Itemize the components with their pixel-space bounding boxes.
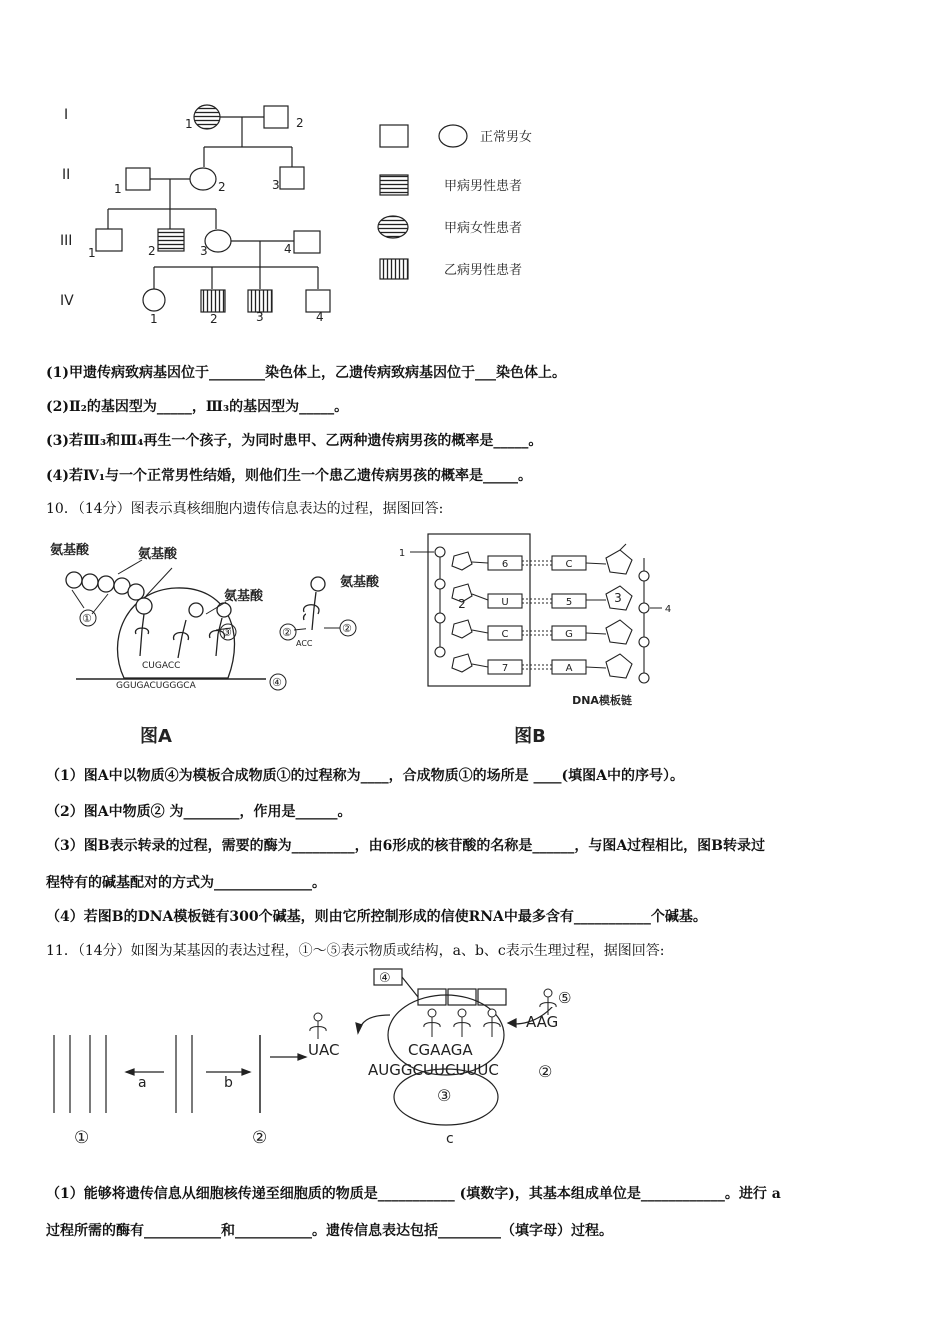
caption-A: 图A: [140, 726, 172, 747]
q10-part3b: 程特有的碱基配对的方式为______________。: [46, 875, 326, 891]
svg-text:氨基酸: 氨基酸: [138, 547, 178, 562]
svg-text:⑤: ⑤: [558, 989, 572, 1007]
q10-part1: （1）图A中以物质④为模板合成物质①的过程称为____，合成物质①的场所是 ____(填图A中的序号）。: [46, 768, 684, 784]
figure-A-free-trna: [290, 568, 400, 658]
svg-text:4: 4: [664, 604, 672, 615]
svg-text:AAG: AAG: [526, 1013, 559, 1031]
I1-affected-female: [194, 105, 220, 129]
svg-text:①: ①: [82, 612, 92, 625]
svg-text:4: 4: [316, 310, 324, 324]
generation-labels: [60, 107, 74, 309]
svg-text:7: 7: [501, 663, 509, 674]
svg-text:3: 3: [256, 310, 264, 324]
q11-part1b: 过程所需的酶有___________和___________。遗传信息表达包括_________（填字母）过程。: [46, 1223, 613, 1239]
q10-header: 10．（14分）图表示真核细胞内遗传信息表达的过程，据图回答:: [46, 501, 444, 517]
svg-text:A: A: [565, 663, 573, 674]
svg-text:②: ②: [538, 1062, 553, 1081]
svg-text:氨基酸: 氨基酸: [224, 589, 264, 604]
svg-text:6: 6: [501, 559, 509, 570]
svg-text:3: 3: [614, 591, 622, 605]
pedigree-figure: [46, 95, 566, 335]
q9-part4: (4)若Ⅳ₁与一个正常男性结婚，则他们生一个患乙遗传病男孩的概率是_____。: [46, 468, 533, 484]
gen-I: I: [64, 107, 69, 123]
svg-text:CGAAGA: CGAAGA: [408, 1041, 473, 1059]
svg-text:CUGACC: CUGACC: [142, 661, 181, 671]
gen-III: III: [60, 233, 73, 249]
svg-text:1: 1: [185, 117, 193, 131]
svg-text:④: ④: [272, 676, 282, 689]
legend-jia-male: 甲病男性患者: [444, 179, 523, 194]
svg-text:②: ②: [282, 626, 292, 639]
svg-text:3: 3: [272, 178, 280, 192]
svg-text:c: c: [446, 1131, 454, 1147]
svg-text:1: 1: [114, 182, 122, 196]
q10-part2: （2）图A中物质② 为________，作用是______。: [46, 804, 352, 820]
svg-text:2: 2: [458, 597, 466, 611]
svg-text:2: 2: [218, 180, 226, 194]
svg-text:U: U: [501, 597, 509, 608]
figure-A-translation: [46, 530, 306, 755]
svg-text:C: C: [501, 629, 509, 640]
svg-text:②: ②: [252, 1128, 268, 1148]
legend-normal: 正常男女: [480, 130, 533, 145]
svg-text:GGUGACUGGGCA: GGUGACUGGGCA: [116, 681, 196, 691]
svg-text:AUGGCUUCUUUC: AUGGCUUCUUUC: [368, 1061, 499, 1079]
svg-text:③: ③: [222, 626, 232, 639]
q10-part3a: （3）图B表示转录的过程，需要的酶为_________，由6形成的核苷酸的名称是______，与图A过程相比，图B转录过: [46, 838, 766, 854]
svg-text:C: C: [565, 559, 573, 570]
svg-text:1: 1: [88, 246, 96, 260]
gen-IV: IV: [60, 293, 74, 309]
figure-gene-expression: [46, 965, 606, 1155]
svg-text:1: 1: [150, 312, 158, 326]
svg-text:③: ③: [437, 1086, 452, 1105]
svg-text:3: 3: [200, 244, 208, 258]
q9-part3: (3)若Ⅲ₃和Ⅲ₄再生一个孩子，为同时患甲、乙两种遗传病男孩的概率是_____。: [46, 433, 543, 449]
q9-part2: (2)Ⅱ₂的基因型为_____，Ⅲ₃的基因型为_____。: [46, 399, 349, 415]
svg-text:②: ②: [342, 622, 352, 635]
svg-text:5: 5: [565, 597, 573, 608]
q11-part1a: （1）能够将遗传信息从细胞核传递至细胞质的物质是___________ (填数字)，其基本组成单位是____________。进行 a: [46, 1186, 781, 1202]
figure-B-transcription: [396, 530, 706, 755]
q11-header: 11．（14分）如图为某基因的表达过程，①～⑤表示物质或结构，a、b、c表示生理过程，据图回答:: [46, 943, 665, 959]
legend-yi-male: 乙病男性患者: [444, 263, 523, 278]
q9-part1: (1)甲遗传病致病基因位于________染色体上，乙遗传病致病基因位于___染色体上。: [46, 365, 566, 381]
svg-text:1: 1: [398, 548, 406, 559]
gen-II: II: [62, 167, 71, 183]
svg-text:a: a: [138, 1075, 147, 1091]
svg-text:④: ④: [379, 971, 391, 986]
svg-text:氨基酸: 氨基酸: [50, 543, 90, 558]
caption-B: 图B: [514, 726, 546, 747]
svg-text:b: b: [224, 1075, 233, 1091]
svg-text:UAC: UAC: [308, 1041, 340, 1059]
I2-normal-male: [264, 106, 288, 128]
svg-text:ACC: ACC: [296, 639, 313, 648]
pedigree-legend: [444, 129, 532, 278]
legend-jia-female: 甲病女性患者: [444, 221, 523, 236]
svg-text:4: 4: [284, 242, 292, 256]
svg-text:氨基酸: 氨基酸: [340, 575, 380, 590]
svg-text:①: ①: [74, 1128, 90, 1148]
svg-text:G: G: [565, 629, 573, 640]
svg-text:2: 2: [210, 312, 218, 326]
q10-part4: （4）若图B的DNA模板链有300个碱基，则由它所控制形成的信使RNA中最多含有___________个碱基。: [46, 909, 707, 925]
svg-text:2: 2: [148, 244, 156, 258]
dna-template-label: DNA模板链: [572, 694, 632, 707]
svg-text:2: 2: [296, 116, 304, 130]
